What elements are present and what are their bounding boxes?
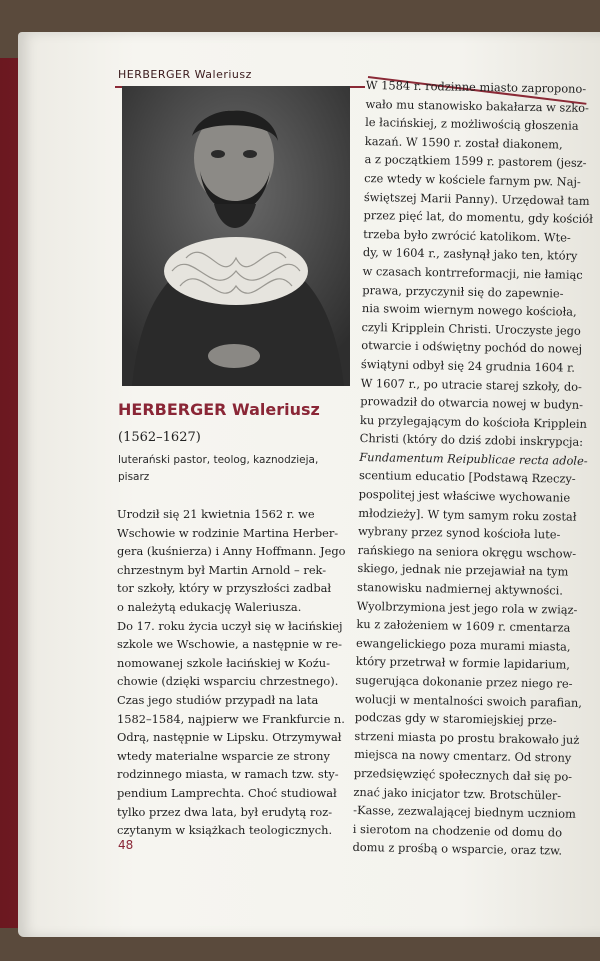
bio-name: HERBERGER Waleriusz bbox=[118, 400, 320, 419]
text-line: Wyolbrzymiona jest jego rola w związ- bbox=[356, 598, 578, 617]
text-line: Do 17. roku życia uczył się w łacińskiej bbox=[117, 618, 343, 633]
text-line: prowadził do otwarcia nowej w budyn- bbox=[360, 394, 584, 412]
text-line: ewangelickiego poza murami miasta, bbox=[355, 635, 571, 654]
text-line: i sierotom na chodzenie od domu do bbox=[352, 821, 563, 840]
running-head: HERBERGER Waleriusz bbox=[118, 68, 252, 81]
text-line: dy, w 1604 r., zasłynął jako ten, który bbox=[362, 245, 578, 264]
text-line: rańskiego na seniora okręgu wschow- bbox=[357, 542, 577, 561]
portrait-image bbox=[122, 86, 350, 386]
left-text-column bbox=[117, 505, 355, 840]
text-line: le łacińskiej, z możliwością głoszenia bbox=[365, 115, 579, 133]
text-line: chowie (dzięki wsparciu chrzestnego). bbox=[117, 674, 339, 689]
text-line: Urodził się 21 kwietnia 1562 r. we bbox=[117, 507, 315, 521]
text-line: a z początkiem 1599 r. pastorem (jesz- bbox=[364, 152, 587, 171]
text-line: świątyni odbył się 24 grudnia 1604 r. bbox=[360, 356, 576, 375]
text-line: -Kasse, zezwalającej biednym uczniom bbox=[353, 803, 576, 821]
text-line: chrzestnym był Martin Arnold – rek- bbox=[117, 562, 327, 577]
text-line: o należytą edukację Waleriusza. bbox=[117, 599, 302, 614]
text-line: przedsięwzięć społecznych dał się po- bbox=[353, 765, 573, 784]
text-line: stanowisku nadmiernej aktywności. bbox=[356, 579, 564, 598]
bio-dates: (1562–1627) bbox=[118, 430, 201, 445]
text-line: Wschowie w rodzinie Martina Herber- bbox=[117, 525, 339, 540]
page-number: 48 bbox=[118, 838, 134, 852]
text-line: ku z założeniem w 1609 r. cmentarza bbox=[356, 617, 571, 635]
text-line: Odrą, następnie w Lipsku. Otrzymywał bbox=[117, 730, 342, 745]
text-line: Christi (który do dziś zdobi inskrypcja: bbox=[359, 431, 584, 450]
text-line: rodzinnego miasta, w ramach tzw. sty- bbox=[117, 767, 339, 782]
text-line: nomowanej szkole łacińskiej w Koźu- bbox=[117, 655, 330, 670]
bio-role-line: luterański pastor, teolog, kaznodzieja, bbox=[118, 454, 319, 466]
text-line: 1582–1584, najpierw we Frankfurcie n. bbox=[117, 711, 345, 726]
text-line: przez pięć lat, do momentu, gdy kościół bbox=[363, 208, 593, 227]
text-line: tor szkoły, który w przyszłości zadbał bbox=[117, 581, 332, 596]
text-line: wybrany przez synod kościoła lute- bbox=[357, 524, 561, 542]
text-line: cze wtedy w kościele farnym pw. Naj- bbox=[364, 170, 581, 189]
text-line: prawa, przyczynił się do zapewnie- bbox=[362, 282, 564, 301]
bio-role bbox=[118, 452, 348, 486]
text-line: domu z prośbą o wsparcie, oraz tzw. bbox=[352, 840, 563, 858]
text-line: wolucji w mentalności swoich parafian, bbox=[355, 691, 583, 710]
text-line: czytanym w książkach teologicznych. bbox=[117, 823, 333, 838]
text-line: trzeba było zwrócić katolikom. Wte- bbox=[363, 226, 571, 245]
text-line: wało mu stanowisko bakałarza w szko- bbox=[365, 96, 590, 115]
text-line: młodzieży]. W tym samym roku został bbox=[358, 505, 577, 524]
text-line: strzeni miasta po prostu brakowało już bbox=[354, 728, 580, 747]
text-line: świętszej Marii Panny). Urzędował tam bbox=[363, 189, 590, 208]
text-line: w czasach kontrreformacji, nie łamiąc bbox=[362, 263, 583, 282]
text-line: kazań. W 1590 r. został diakonem, bbox=[364, 133, 563, 152]
text-line: gera (kuśnierza) i Anny Hoffmann. Jego bbox=[117, 544, 346, 559]
text-line: podczas gdy w staromiejskiej prze- bbox=[354, 710, 557, 728]
text-line: czyli Kripplein Christi. Uroczyste jego bbox=[361, 319, 581, 338]
text-line: miejsca na nowy cmentarz. Od strony bbox=[354, 747, 572, 766]
text-line: scentium educatio [Podstawą Rzeczy- bbox=[358, 468, 576, 487]
text-line: skiego, jednak nie przejawiał na tym bbox=[357, 561, 569, 580]
text-line: Fundamentum Reipublicae recta adole- bbox=[359, 449, 588, 468]
text-line: wtedy materialne wsparcie ze strony bbox=[117, 748, 330, 763]
bio-role-line: pisarz bbox=[118, 471, 150, 483]
text-line: szkole we Wschowie, a następnie w re- bbox=[117, 637, 342, 652]
text-line: tylko przez dwa lata, był erudytą roz- bbox=[117, 804, 333, 819]
text-line: pendium Lamprechta. Choć studiował bbox=[117, 785, 337, 800]
text-line: pospolitej jest właściwe wychowanie bbox=[358, 486, 571, 505]
text-line: otwarcie i odświętny pochód do nowej bbox=[361, 338, 583, 357]
text-line: Czas jego studiów przypadł na lata bbox=[117, 692, 319, 707]
text-line: nia swoim wiernym nowego kościoła, bbox=[361, 301, 577, 319]
text-line: sugerująca dokonanie przez niego re- bbox=[355, 672, 573, 691]
right-text-column bbox=[352, 76, 593, 861]
text-line: W 1584 r. rodzinne miasto zapropono- bbox=[365, 77, 587, 96]
text-line: znać jako inicjator tzw. Brotschüler- bbox=[353, 784, 562, 803]
text-line: ku przylegającym do kościoła Kripplein bbox=[359, 412, 588, 431]
text-line: W 1607 r., po utracie starej szkoły, do- bbox=[360, 375, 583, 394]
text-line: który przetrwał w formie lapidarium, bbox=[355, 654, 571, 673]
